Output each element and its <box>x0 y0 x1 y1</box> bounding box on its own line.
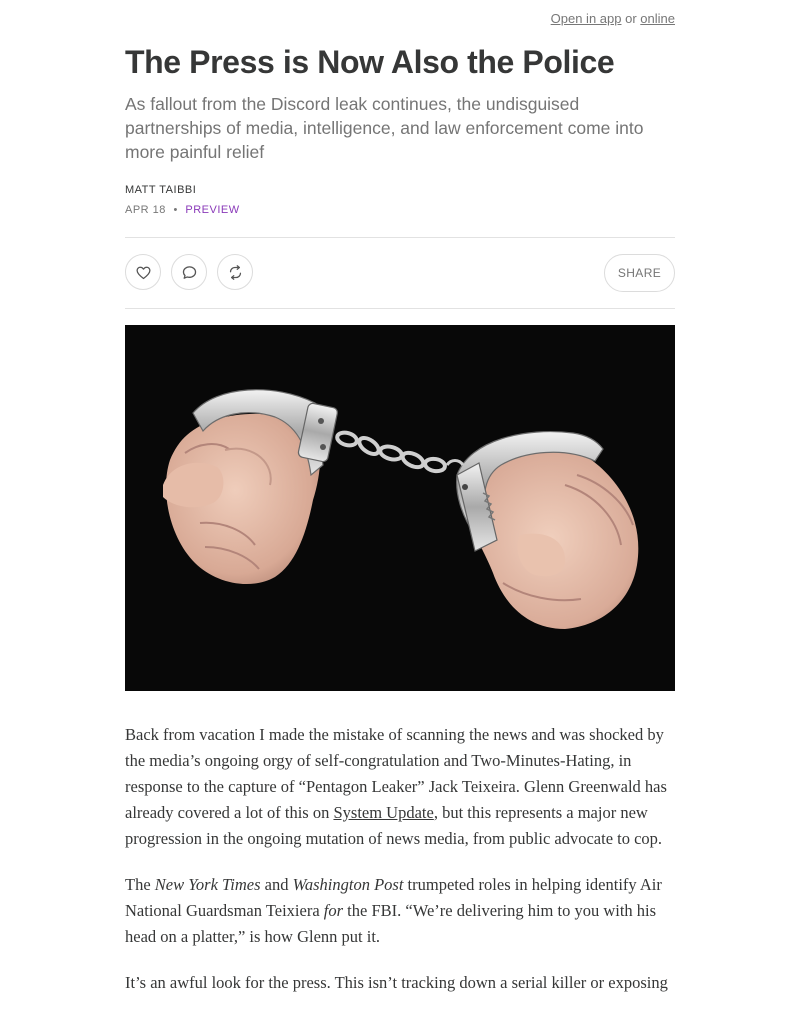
access-badge: PREVIEW <box>185 204 240 216</box>
comment-button[interactable] <box>171 254 207 290</box>
wapo-name: Washington Post <box>292 875 404 894</box>
author-name[interactable]: MATT TAIBBI <box>125 184 197 196</box>
post-date: APR 18 <box>125 204 166 216</box>
comment-icon <box>181 264 198 281</box>
article-body <box>125 722 677 1016</box>
paragraph-3: It’s an awful look for the press. This isn’t tracking down a serial killer or exposing <box>125 973 668 992</box>
paragraph-text: Back from vacation I made the mistake of scanning the news and was shocked by the media’s ongoing orgy of self-congratulation and Two-Minutes-Hating, in response to the capture of “Pentagon Leaker” Jack Teixeira. Glenn Greenwald has already covered a lot of this on <box>125 725 667 822</box>
paragraph-1 <box>125 722 677 852</box>
handcuffed-hands-illustration <box>125 325 675 691</box>
paragraph-text: trumpeted roles in helping identify Air National Guardsman Teixiera <box>125 875 662 920</box>
heart-icon <box>135 264 152 281</box>
divider-bottom <box>125 308 675 309</box>
divider-top <box>125 237 675 238</box>
open-links <box>551 11 675 26</box>
hero-image <box>125 325 675 691</box>
paragraph-text: , but this represents a major new progression in the ongoing mutation of news media, from public advocate to cop. <box>125 803 663 848</box>
paragraph-text: The <box>125 875 155 894</box>
paragraph-text: and <box>260 875 293 894</box>
post-title: The Press is Now Also the Police <box>125 44 615 80</box>
post-meta <box>125 204 240 216</box>
system-update-link[interactable]: System Update <box>333 803 434 822</box>
nyt-name: New York Times <box>154 875 261 894</box>
meta-separator: • <box>173 204 178 216</box>
restack-icon <box>227 264 244 281</box>
like-button[interactable] <box>125 254 161 290</box>
restack-button[interactable] <box>217 254 253 290</box>
paragraph-text: the FBI. “We’re delivering him to you with his head on a platter,” is how Glenn put it. <box>125 901 657 946</box>
share-button[interactable]: SHARE <box>604 254 675 292</box>
paragraph-2 <box>125 872 677 950</box>
emphasis-for: for <box>323 901 344 920</box>
online-link[interactable]: online <box>640 11 675 26</box>
open-in-app-link[interactable]: Open in app <box>550 11 622 26</box>
or-text: or <box>625 11 637 26</box>
post-subtitle: As fallout from the Discord leak continues, the undisguised partnerships of media, intelligence, and law enforcement come into more painful relief <box>125 94 644 162</box>
